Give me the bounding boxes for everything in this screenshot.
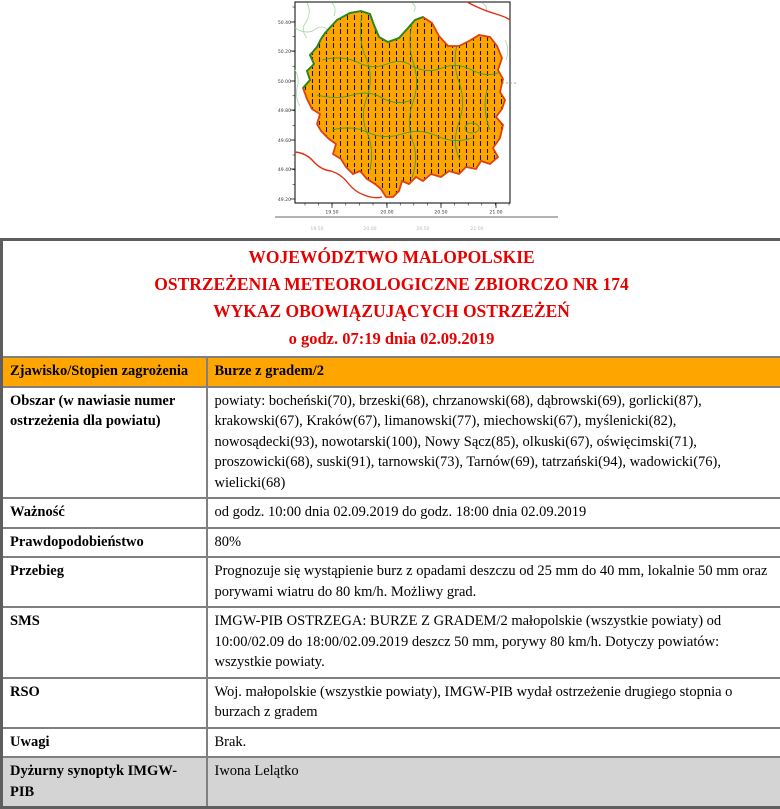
faint-tick-label: 20.50 (416, 226, 429, 232)
row-value: powiaty: bocheński(70), brzeski(68), chrzanowski(68), dąbrowski(69), gorlicki(87), krakowski(67), Kraków(67), limanowski(77), miechowski(67), myślenicki(82), nowosądecki(93), nowotarski(100), Nowy Sącz(85), olkuski(67), oświęcimski(71), proszowicki(68), suski(91), tarnowski(73), Tarnów(69), tatrzański(94), wadowicki(76), wielicki(68) (207, 387, 780, 499)
row-value: Prognozuje się wystąpienie burz z opadami deszczu od 25 mm do 40 mm, lokalnie 50 mm oraz porywami wiatru do 80 km/h. Możliwy grad. (207, 557, 780, 607)
y-tick-label: 50.40 (278, 20, 291, 26)
header-subtitle: WYKAZ OBOWIĄZUJĄCYCH OSTRZEŻEŃ (10, 298, 773, 325)
table-row (2, 357, 780, 387)
document-header (2, 240, 780, 358)
y-tick-label: 49.80 (278, 108, 291, 114)
x-tick-label: 20.50 (434, 210, 447, 216)
y-tick-label: 49.20 (278, 197, 291, 203)
table-row (2, 728, 780, 758)
faint-tick-label: 19.50 (310, 226, 323, 232)
table-header-row (2, 240, 780, 358)
y-tick-label: 50.00 (278, 79, 291, 85)
row-value: od godz. 10:00 dnia 02.09.2019 do godz. 18:00 dnia 02.09.2019 (207, 498, 780, 528)
region-map (260, 0, 560, 238)
table-row (2, 387, 780, 499)
y-tick-label: 50.20 (278, 49, 291, 55)
y-axis-labels (278, 20, 291, 203)
x-tick-label: 19.50 (325, 210, 338, 216)
row-value: Iwona Lelątko (207, 757, 780, 808)
table-row (2, 757, 780, 808)
row-label: Prawdopodobieństwo (2, 528, 207, 558)
table-row (2, 678, 780, 728)
row-value: Brak. (207, 728, 780, 758)
header-voivodeship: WOJEWÓDZTWO MALOPOLSKIE (10, 244, 773, 271)
table-row (2, 607, 780, 678)
table-row (2, 557, 780, 607)
table-row (2, 498, 780, 528)
header-issue-time: o godz. 07:19 dnia 02.09.2019 (10, 325, 773, 352)
row-label: Uwagi (2, 728, 207, 758)
x-axis-labels (325, 210, 502, 216)
faint-tick-label: 20.00 (363, 226, 376, 232)
warning-table (0, 238, 780, 809)
row-label: RSO (2, 678, 207, 728)
y-tick-label: 49.40 (278, 167, 291, 173)
x-tick-label: 21.00 (489, 210, 502, 216)
y-tick-label: 49.60 (278, 138, 291, 144)
row-value: Burze z gradem/2 (207, 357, 780, 387)
row-label: SMS (2, 607, 207, 678)
table-row (2, 528, 780, 558)
row-value: IMGW-PIB OSTRZEGA: BURZE Z GRADEM/2 małopolskie (wszystkie powiaty) od 10:00/02.09 do 18:00/02.09.2019 deszcz 50 mm, porywy 80 km/h. Dotyczy powiatów: wszystkie powiaty. (207, 607, 780, 678)
header-bulletin-title: OSTRZEŻENIA METEOROLOGICZNE ZBIORCZO NR 174 (10, 271, 773, 298)
row-label: Obszar (w nawiasie numer ostrzeżenia dla powiatu) (2, 387, 207, 499)
row-label: Ważność (2, 498, 207, 528)
warning-table-body (2, 240, 780, 808)
warning-map-area (0, 0, 780, 238)
faint-tick-label: 21.00 (470, 226, 483, 232)
row-value: 80% (207, 528, 780, 558)
row-value: Woj. małopolskie (wszystkie powiaty), IMGW-PIB wydał ostrzeżenie drugiego stopnia o burzach z gradem (207, 678, 780, 728)
row-label: Dyżurny synoptyk IMGW-PIB (2, 757, 207, 808)
row-label: Zjawisko/Stopien zagrożenia (2, 357, 207, 387)
x-tick-label: 20.00 (380, 210, 393, 216)
faint-axis-labels (310, 226, 483, 232)
row-label: Przebieg (2, 557, 207, 607)
